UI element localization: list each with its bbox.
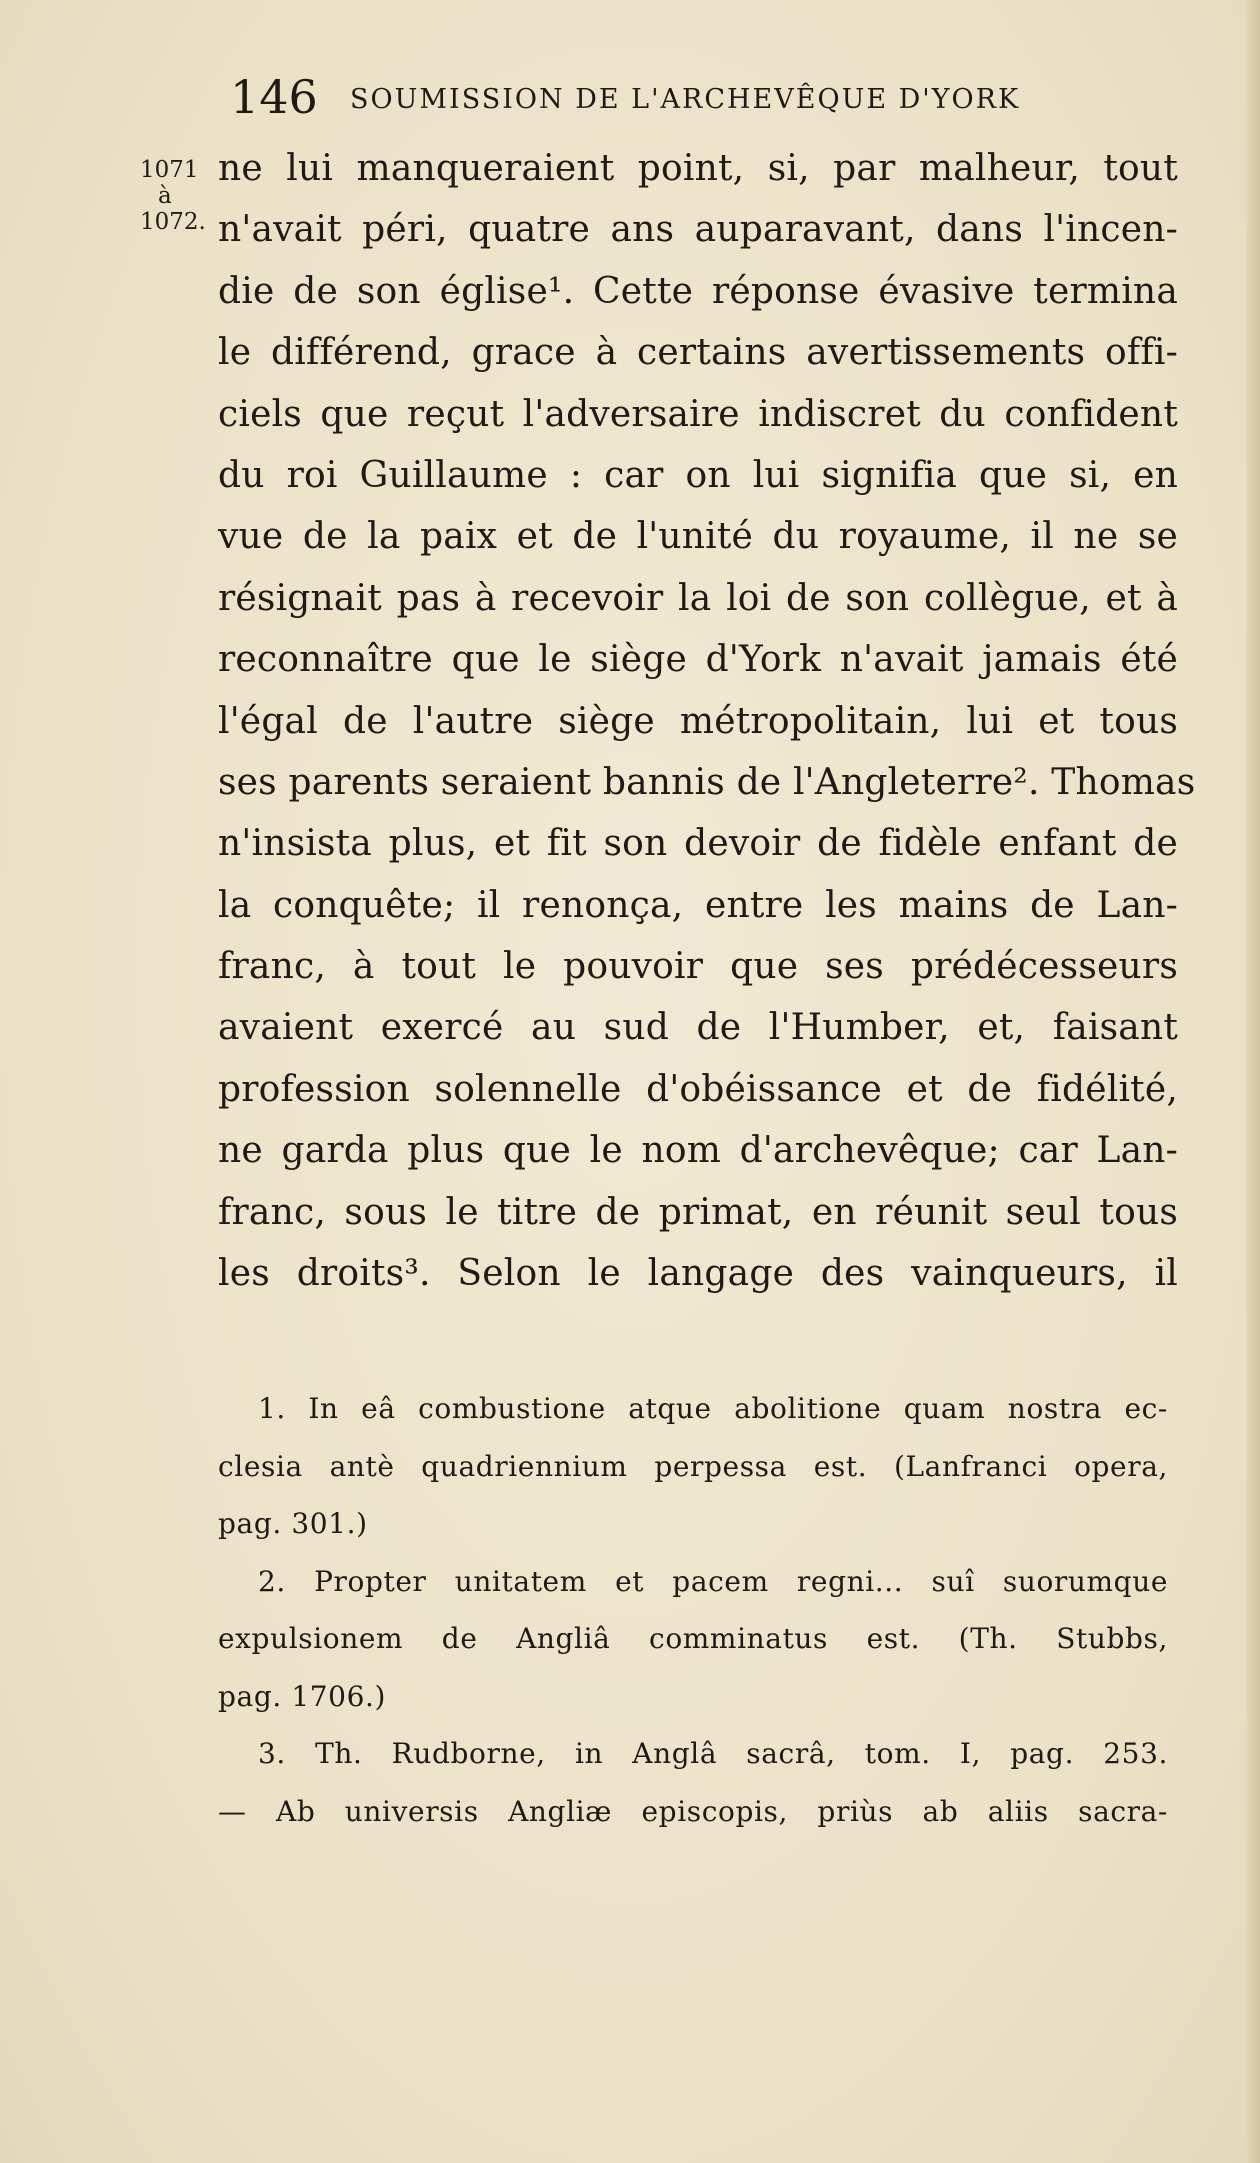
text-line: ciels que reçut l'adversaire indiscret du confident bbox=[218, 393, 1178, 435]
text-line: reconnaître que le siège d'York n'avait jamais été bbox=[218, 639, 1178, 681]
margin-date-from: 1071 bbox=[140, 157, 199, 183]
footnote-line: expulsionem de Angliâ comminatus est. (Th. Stubbs, bbox=[218, 1622, 1168, 1655]
text-line: franc, à tout le pouvoir que ses prédécesseurs bbox=[218, 946, 1178, 988]
text-line: profession solennelle d'obéissance et de fidélité, bbox=[218, 1068, 1178, 1110]
footnote-line: — Ab universis Angliæ episcopis, priùs ab aliis sacra- bbox=[218, 1794, 1168, 1828]
text-line: l'égal de l'autre siège métropolitain, lui et tous bbox=[218, 700, 1178, 742]
footnote-line: 2. Propter unitatem et pacem regni... suî suorumque bbox=[258, 1564, 1168, 1598]
margin-date-note bbox=[140, 155, 210, 237]
text-line: le différend, grace à certains avertissements offi- bbox=[218, 332, 1178, 374]
text-line: die de son église¹. Cette réponse évasive termina bbox=[218, 270, 1178, 312]
text-line: franc, sous le titre de primat, en réunit seul tous bbox=[218, 1191, 1178, 1233]
page-edge-shadow bbox=[1246, 0, 1260, 2163]
text-line: ses parents seraient bannis de l'Angleterre². Thomas bbox=[218, 761, 1196, 803]
footnote-line: 3. Th. Rudborne, in Anglâ sacrâ, tom. I, pag. 253. bbox=[258, 1737, 1168, 1770]
running-title: SOUMISSION DE L'ARCHEVÊQUE D'YORK bbox=[350, 84, 1021, 115]
text-line: vue de la paix et de l'unité du royaume, il ne se bbox=[218, 516, 1178, 558]
margin-date-to: 1072. bbox=[140, 209, 206, 235]
text-line: résignait pas à recevoir la loi de son collègue, et à bbox=[218, 577, 1178, 619]
text-line: n'insista plus, et fit son devoir de fidèle enfant de bbox=[218, 823, 1178, 865]
footnote-line: pag. 301.) bbox=[218, 1507, 368, 1540]
page-number: 146 bbox=[230, 70, 318, 124]
footnote-line: 1. In eâ combustione atque abolitione quam nostra ec- bbox=[258, 1392, 1168, 1425]
text-line: du roi Guillaume : car on lui signifia que si, en bbox=[218, 454, 1178, 496]
main-text bbox=[218, 138, 1196, 1304]
text-line: avaient exercé au sud de l'Humber, et, faisant bbox=[218, 1007, 1178, 1049]
text-line: ne garda plus que le nom d'archevêque; car Lan- bbox=[218, 1130, 1178, 1172]
text-line: les droits³. Selon le langage des vainqueurs, il bbox=[218, 1253, 1178, 1295]
text-line: n'avait péri, quatre ans auparavant, dans l'incen- bbox=[218, 209, 1178, 251]
footnote-line: clesia antè quadriennium perpessa est. (Lanfranci opera, bbox=[218, 1449, 1168, 1483]
running-header bbox=[230, 72, 1090, 122]
text-line: ne lui manqueraient point, si, par malheur, tout bbox=[218, 148, 1178, 189]
margin-date-to-word: à bbox=[158, 183, 172, 209]
footnote-line: pag. 1706.) bbox=[218, 1679, 387, 1713]
text-line: la conquête; il renonça, entre les mains de Lan- bbox=[218, 884, 1178, 926]
footnotes bbox=[218, 1380, 1168, 1840]
